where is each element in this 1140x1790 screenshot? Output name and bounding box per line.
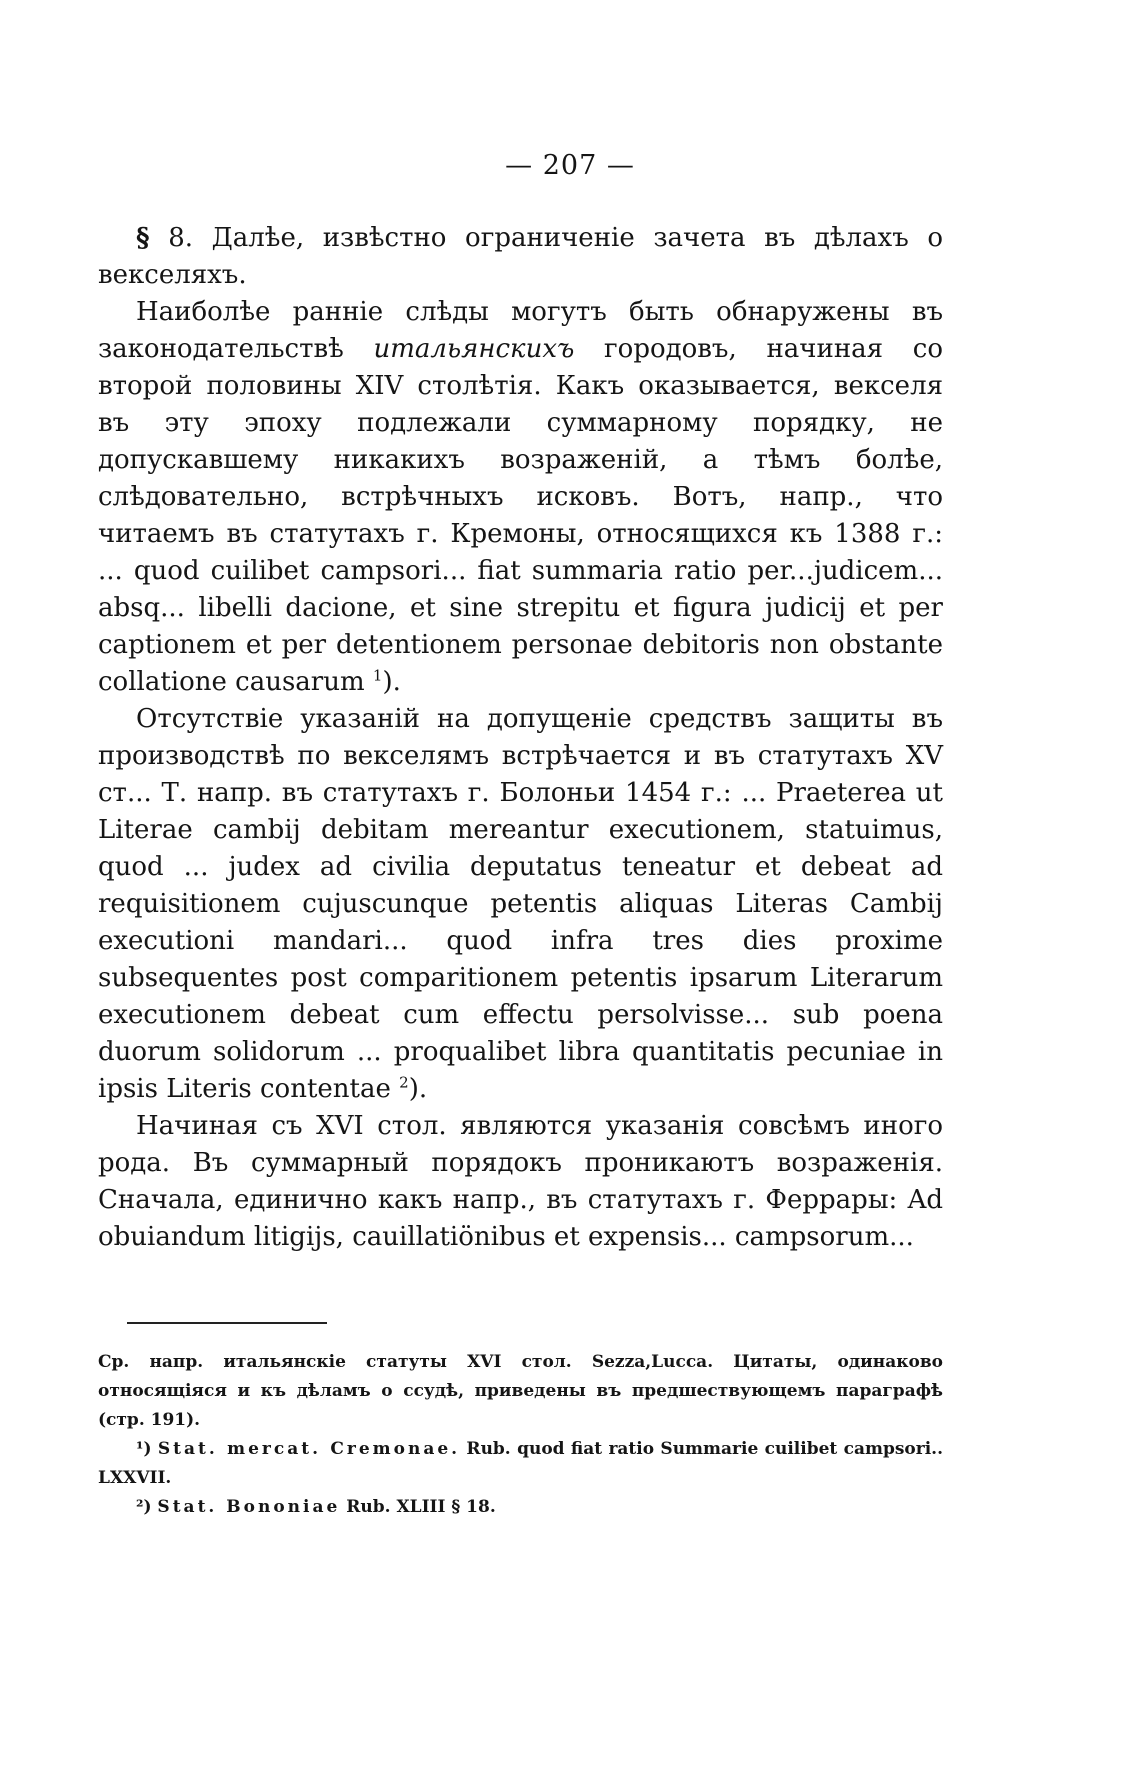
paragraph-1-text: 8. Далѣе, извѣстно ограниченіе зачета въ дѣлахъ о векселяхъ. [98,223,943,290]
paragraph-2-end: ). [382,667,401,697]
footnotes [98,1348,943,1522]
footnote-divider [127,1322,327,1324]
paragraph-4-text: Начиная съ XVI стол. являются указанія совсѣмъ иного рода. Въ суммарный порядокъ проникаютъ возраженія. Сначала, единично какъ напр., въ статутахъ г. Феррары: Ad obuiandum litigijs, cauillatiönibus et expensis... campsorum... [98,1111,943,1252]
paragraph-3-text: Отсутствіе указаній на допущеніе средствъ защиты въ производствѣ по векселямъ встрѣчается и въ статутахъ XV ст... Т. напр. въ статутахъ г. Болоньи 1454 г.: ... Praeterea ut Literae cambij debitam mereantur executionem, statuimus, quod ... judex ad civilia deputatus teneatur et debeat ad requisitionem cujuscunque petentis aliquas Literas Cambij executioni mandari... quod infra tres dies proxime subsequentes post comparitionem petentis ipsarum Literarum executionem debeat cum effectu persolvisse... sub poena duorum solidorum ... proqualibet libra quantitatis pecuniae in ipsis Literis contentae [98,704,943,1104]
footnote-2-text: Rub. XLIII § 18. [340,1497,496,1517]
paragraph-2-after: городовъ, начиная со второй половины XIV столѣтія. Какъ оказывается, векселя въ эту эпоху подлежали суммарному порядку, не допускавшему никакихъ возраженій, а тѣмъ болѣе, слѣдовательно, встрѣчныхъ исковъ. Вотъ, напр., что читаемъ въ статутахъ г. Кремоны, относящихся къ 1388 г.: ... quod cuilibet campsori... fiat summaria ratio per...judicem... absq... libelli dacione, et sine strepitu et figura judicij et per captionem et per detentionem personae debitoris non obstante collatione causarum [98,334,943,697]
paragraph-4 [98,1108,943,1256]
footnote-1 [98,1435,943,1493]
section-mark: § [136,223,150,253]
paragraph-3 [98,701,943,1108]
footnote-1-marker: ¹) [136,1439,152,1459]
main-text [98,220,943,1256]
footnote-intro: Ср. напр. итальянскіе статуты XVI стол. Sezza,Lucca. Цитаты, одинаково относящіяся и къ дѣламъ о ссудѣ, приведены въ предшествующемъ параграфѣ (стр. 191). [98,1352,943,1430]
paragraph-2-before: Наиболѣе ранніе слѣды могутъ быть обнаружены въ законодательствѣ [98,297,943,364]
footnote-1-text: Rub. quod fiat ratio Summarie cuilibet campsori.. LXXVII. [98,1439,944,1488]
paragraph-1 [98,220,943,294]
paragraph-2 [98,294,943,701]
footnote-2 [98,1493,943,1522]
footnote-1-source: Stat. mercat. Cremonae. [157,1439,461,1459]
paragraph-2-italic: итальянскихъ [373,334,575,364]
footnote-2-source: Stat. Bononiae [157,1497,341,1517]
paragraph-3-end: ). [408,1074,428,1104]
footnote-ref-2: 2 [399,1073,409,1092]
footnote-2-marker: ²) [136,1497,152,1517]
footnote-ref-1: 1 [372,666,383,685]
page-number: — 207 — [505,150,635,181]
